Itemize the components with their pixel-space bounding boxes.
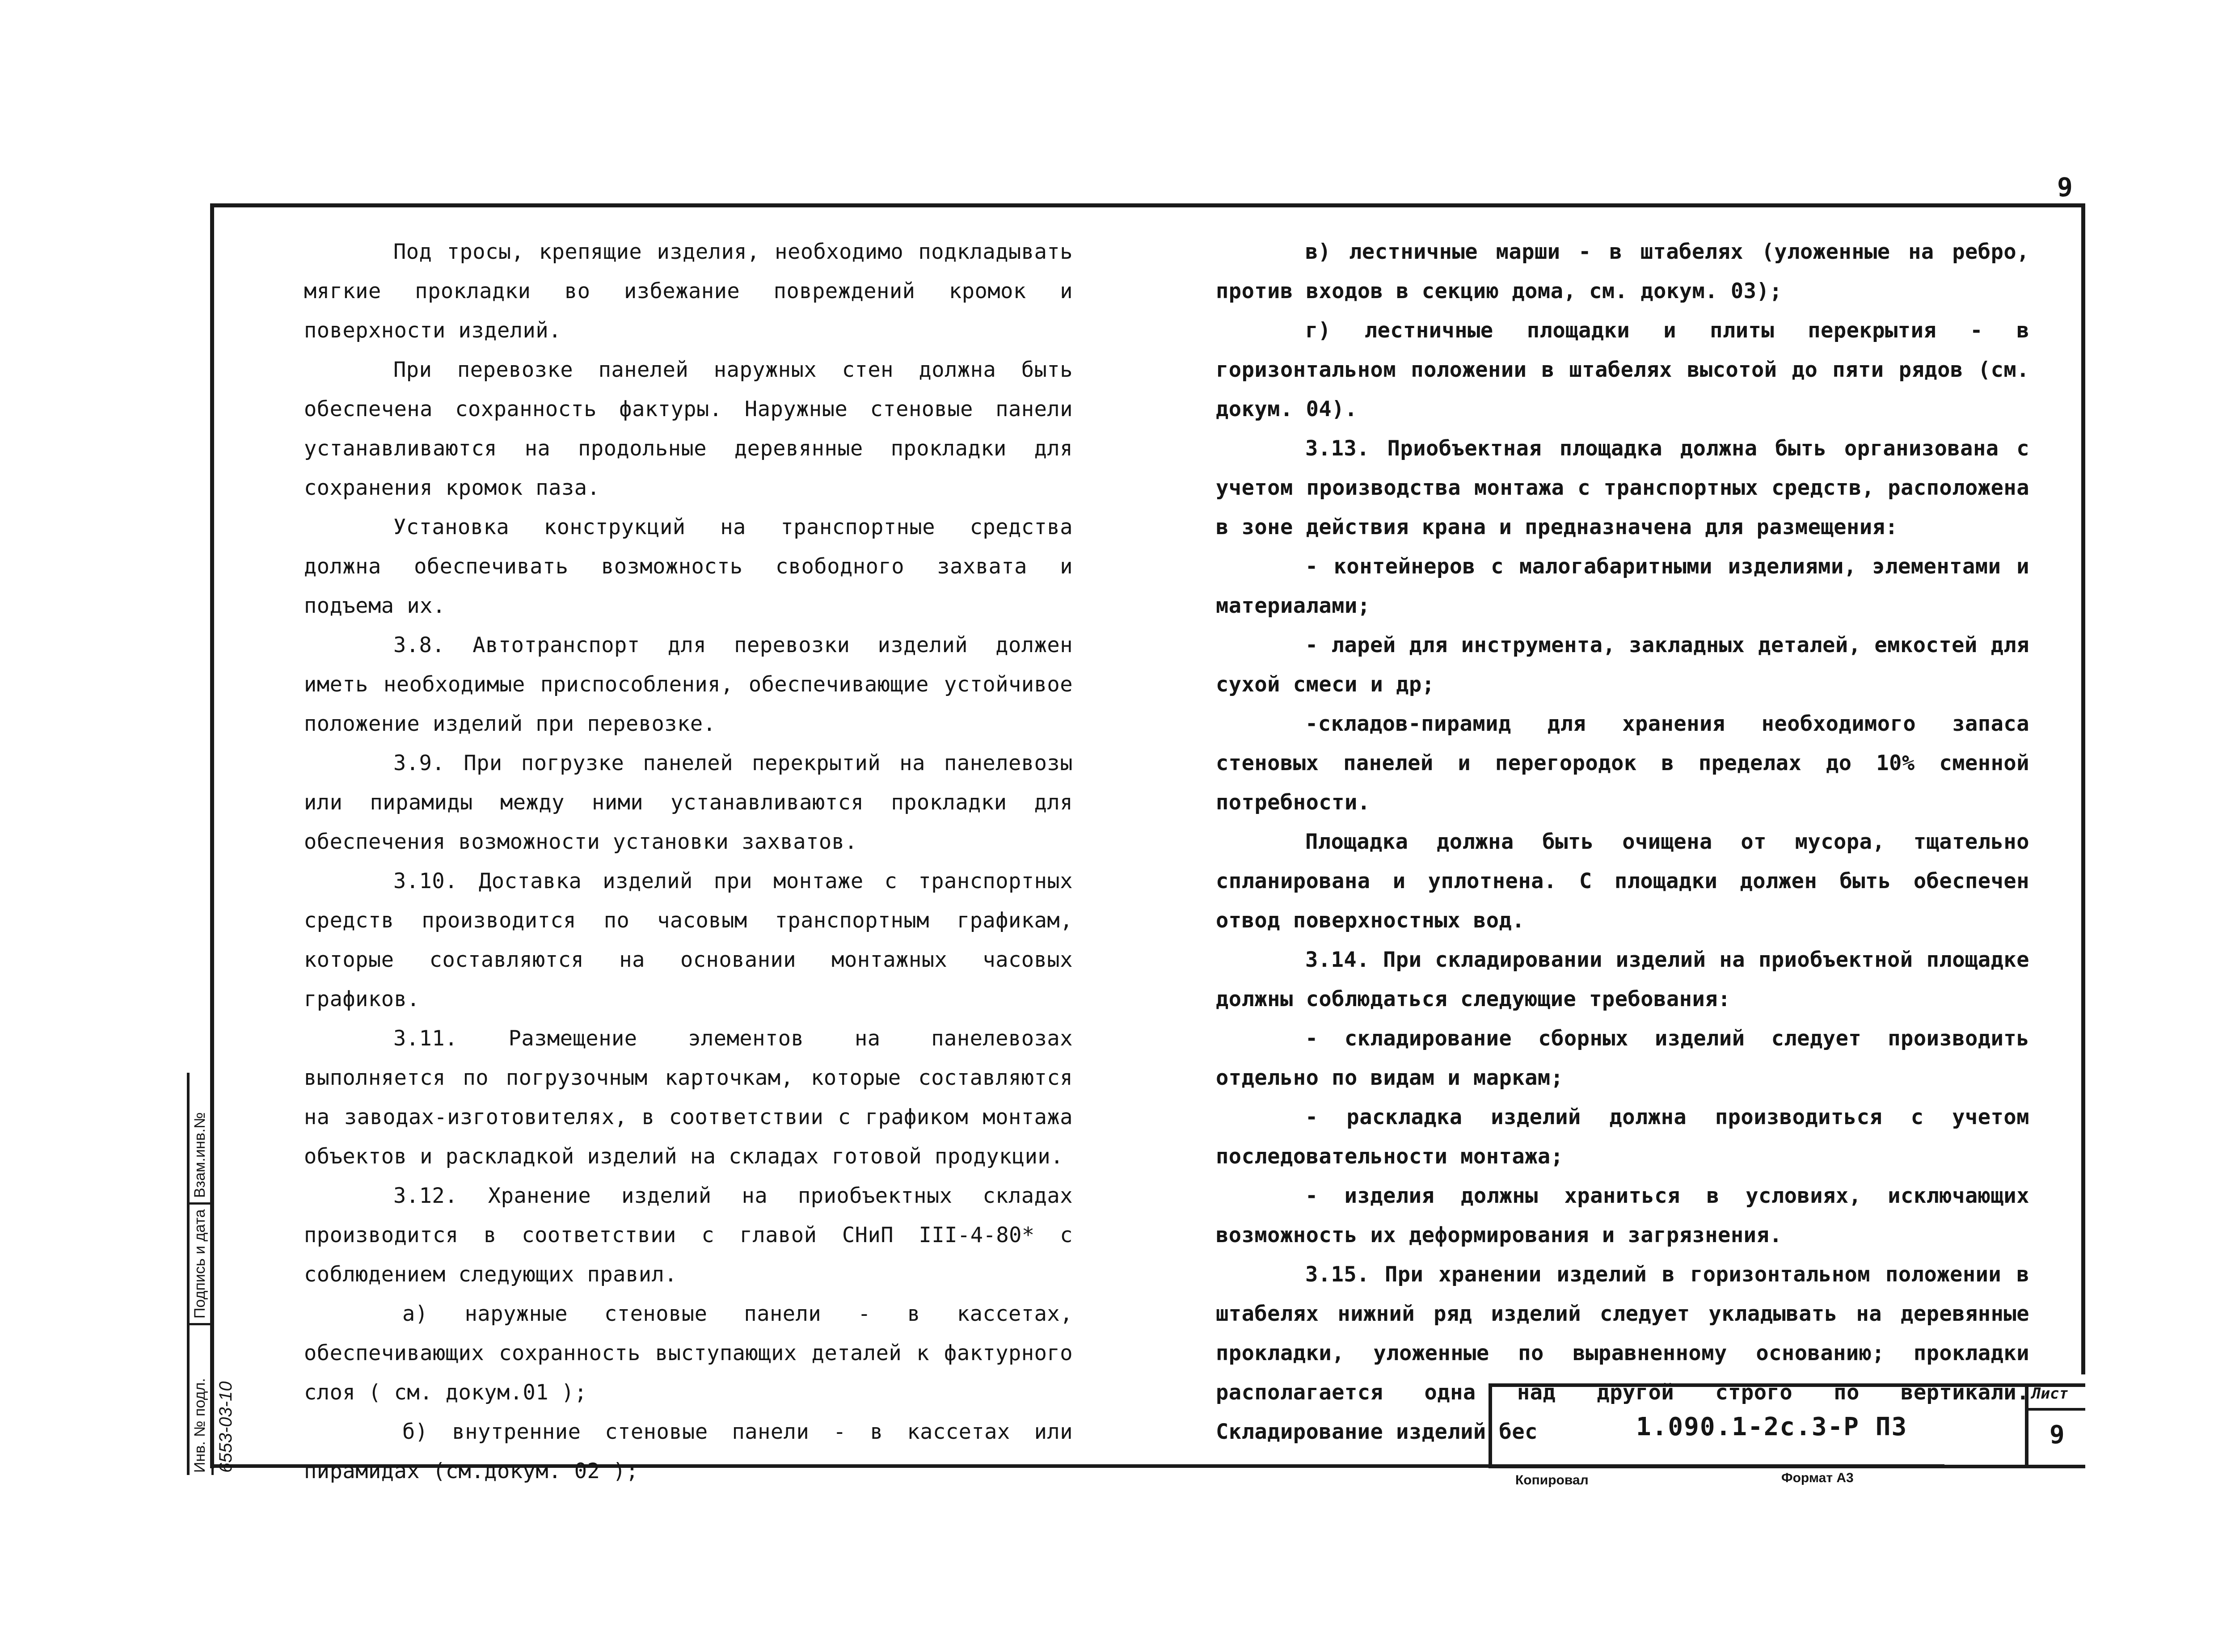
- side-stamp-row-line: [187, 1323, 214, 1325]
- signature-date-label: Подпись и дата: [191, 1209, 208, 1319]
- paragraph: - раскладка изделий должна производиться с учетом последовательности монтажа;: [1216, 1105, 2029, 1169]
- paragraph: Площадка должна быть очищена от мусора, тщательно спланирована и уплотнена. С площадки должен быть обеспечен отвод поверхностных вод.: [1216, 830, 2029, 933]
- paragraph: 3.12. Хранение изделий на приобъектных складах производится в соответствии с главой СНиП III-4-80* с соблюдением следующих правил.: [304, 1184, 1073, 1287]
- paragraph: -складов-пирамид для хранения необходимого запаса стеновых панелей и перегородок в пределах до 10% сменной потребности.: [1216, 712, 2029, 815]
- paragraph: г) лестничные площадки и плиты перекрытия - в горизонтальном положении в штабелях высотой до пяти рядов (см. докум. 04).: [1216, 318, 2029, 421]
- format-label: Формат А3: [1781, 1471, 1854, 1485]
- replace-inventory-label: Взам.инв.№: [191, 1112, 208, 1198]
- paragraph: 3.10. Доставка изделий при монтаже с транспортных средств производится по часовым транспортным графикам, которые составляются на основании монтажных часовых графиков.: [304, 869, 1073, 1011]
- right-text-column: [1216, 232, 2029, 1452]
- inventory-number: 6553-03-10: [216, 1381, 236, 1473]
- inventory-label: Инв. № подл.: [191, 1378, 208, 1473]
- copied-by-label: Копировал: [1515, 1473, 1589, 1488]
- left-text-column: [304, 232, 1073, 1491]
- paragraph: Установка конструкций на транспортные средства должна обеспечивать возможность свободного захвата и подъема их.: [304, 515, 1073, 618]
- paragraph: 3.8. Автотранспорт для перевозки изделий должен иметь необходимые приспособления, обеспечивающие устойчивое положение изделий при перевозке.: [304, 633, 1073, 736]
- frame-right-border: [2081, 203, 2085, 1374]
- side-stamp-row-line: [187, 1202, 214, 1205]
- paragraph: - складирование сборных изделий следует производить отдельно по видам и маркам;: [1216, 1026, 2029, 1090]
- sheet-label: Лист: [2032, 1385, 2068, 1403]
- frame-top-border: [210, 203, 2085, 207]
- sheet-number: 9: [2049, 1420, 2065, 1450]
- paragraph: 3.11. Размещение элементов на панелевозах выполняется по погрузочным карточкам, которые составляются на заводах-изготовителях, в соответствии с графиком монтажа объектов и раскладкой изделий на складах готовой продукции.: [304, 1026, 1073, 1169]
- paragraph: а) наружные стеновые панели - в кассетах, обеспечивающих сохранность выступающих деталей к фактурного слоя ( см. докум.01 );: [304, 1302, 1073, 1405]
- paragraph: Под тросы, крепящие изделия, необходимо подкладывать мягкие прокладки во избежание повреждений кромок и поверхности изделий.: [304, 240, 1073, 343]
- paragraph: 3.9. При погрузке панелей перекрытий на панелевозы или пирамиды между ними устанавливаются прокладки для обеспечения возможности установки захватов.: [304, 751, 1073, 854]
- sheet-divider: [2025, 1408, 2085, 1411]
- paragraph: - контейнеров с малогабаритными изделиями, элементами и материалами;: [1216, 554, 2029, 618]
- paragraph: При перевозке панелей наружных стен должна быть обеспечена сохранность фактуры. Наружные стеновые панели устанавливаются на продольные деревянные прокладки для сохранения кромок паза.: [304, 358, 1073, 500]
- side-stamp: [187, 1073, 240, 1475]
- side-stamp-divider: [211, 1073, 214, 1475]
- paragraph: в) лестничные марши - в штабелях (уложенные на ребро, против входов в секцию дома, см. докум. 03);: [1216, 240, 2029, 303]
- paragraph: 3.13. Приобъектная площадка должна быть организована с учетом производства монтажа с транспортных средств, расположена в зоне действия крана и предназначена для размещения:: [1216, 436, 2029, 539]
- paragraph: - ларей для инструмента, закладных деталей, емкостей для сухой смеси и др;: [1216, 633, 2029, 697]
- page-number: 9: [2057, 172, 2073, 202]
- paragraph: 3.15. При хранении изделий в горизонтальном положении в штабелях нижний ряд изделий следует укладывать на деревянные прокладки, уложенные по выравненному основанию; прокладки располагается одна над другой строго по вертикали. Складирование изделий бес: [1216, 1262, 2029, 1444]
- paragraph: б) внутренние стеновые панели - в кассетах или пирамидах (см.докум. 02 );: [304, 1420, 1073, 1483]
- paragraph: - изделия должны храниться в условиях, исключающих возможность их деформирования и загрязнения.: [1216, 1184, 2029, 1247]
- document-code: 1.090.1-2с.3-Р ПЗ: [1636, 1412, 1908, 1441]
- paragraph: 3.14. При складировании изделий на приобъектной площадке должны соблюдаться следующие требования:: [1216, 948, 2029, 1011]
